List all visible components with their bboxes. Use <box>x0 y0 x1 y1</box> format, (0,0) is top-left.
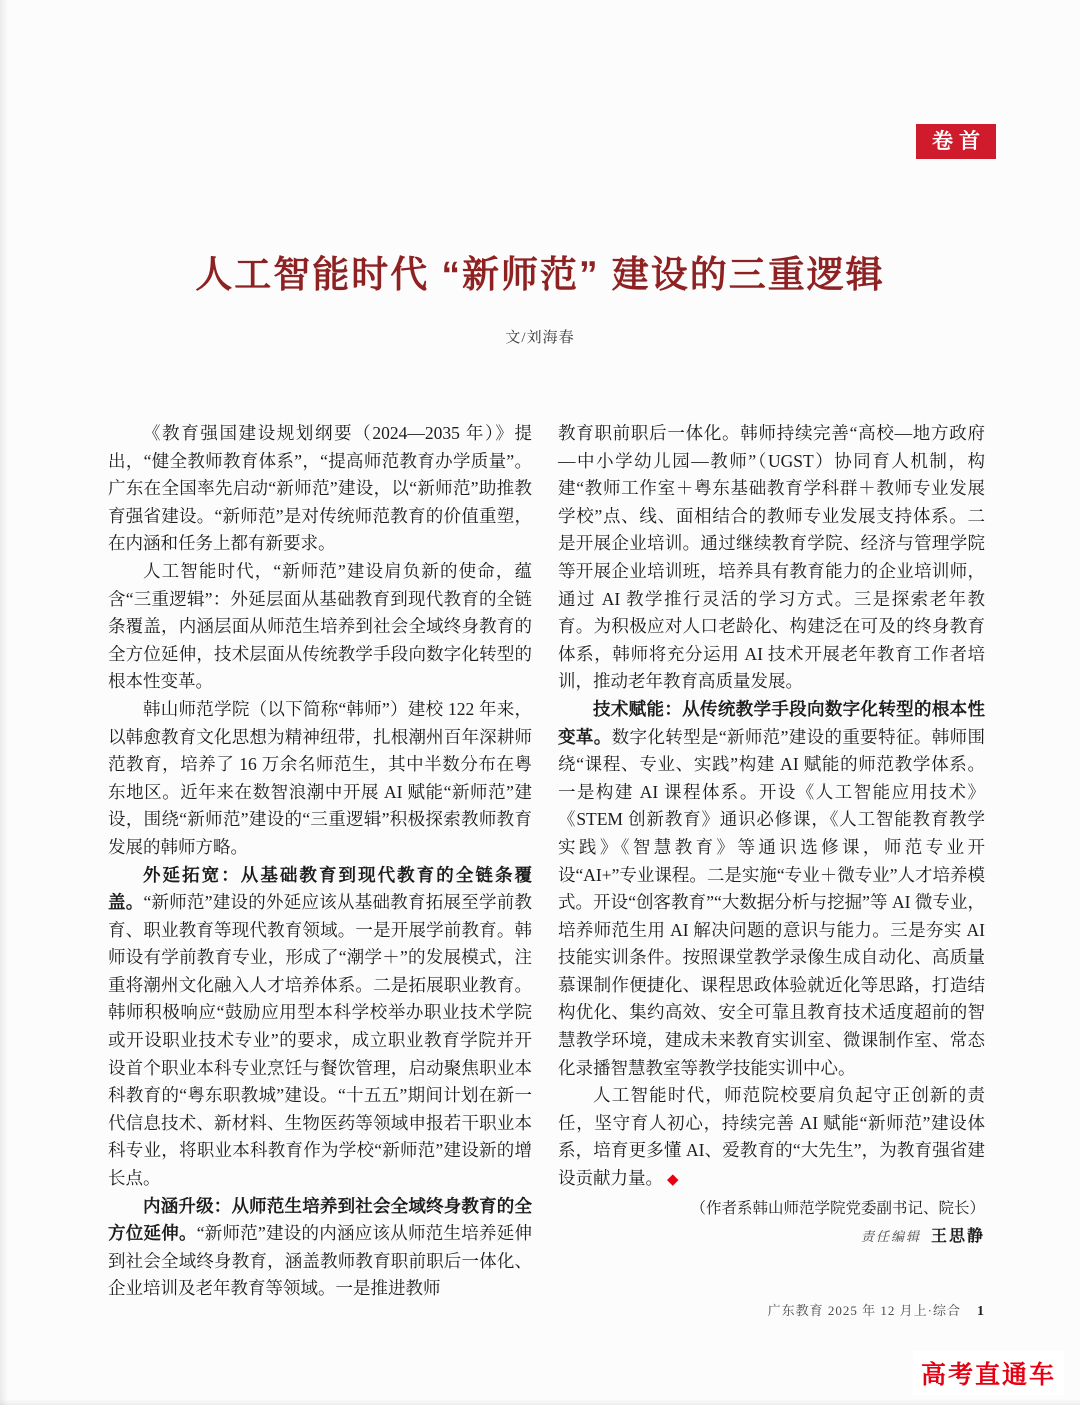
editor-name: 王思静 <box>930 1228 985 1246</box>
editor-line <box>558 1222 985 1251</box>
article-paragraph: 内涵升级：从师范生培养到社会全域终身教育的全方位延伸。“新师范”建设的内涵应该从师范生培养延伸到社会全域终身教育，涵盖教师教育职前职后一体化、企业培训及老年教育等领域。一是推进教师 <box>108 1195 532 1299</box>
article-paragraph: 韩山师范学院（以下简称“韩师”）建校 122 年来，以韩愈教育文化思想为精神纽带，扎根潮州百年深耕师范教育，培养了 16 万余名师范生，其中半数分布在粤东地区。近年来在数智浪潮中开展 AI 赋能“新师范”建设，围绕“新师范”建设的“三重逻辑”积极探索教师教育发展的韩师方略。 <box>108 698 532 857</box>
paragraph-lead: 技术赋能：从传统教学手段向数字化转型的根本性变革。 <box>558 698 985 747</box>
page-number: 1 <box>977 1304 985 1319</box>
left-column <box>108 420 532 1303</box>
author-note: （作者系韩山师范学院党委副书记、院长） <box>690 1199 985 1217</box>
page-footer <box>108 1300 985 1320</box>
article-paragraph: 人工智能时代，“新师范”建设肩负新的使命，蕴含“三重逻辑”：外延层面从基础教育到现代教育的全链条覆盖，内涵层面从师范生培养到社会全域终身教育的全方位延伸，技术层面从传统教学手段向数字化转型的根本性变革。 <box>108 560 532 692</box>
paragraph-lead: 内涵升级：从师范生培养到社会全域终身教育的全方位延伸。 <box>108 1195 532 1244</box>
article-paragraph: 人工智能时代，师范院校要肩负起守正创新的责任，坚守育人初心，持续完善 AI 赋能“新师范”建设体系，培育更多懂 AI、爱教育的“大先生”，为教育强省建设贡献力量。 ◆ <box>558 1085 985 1189</box>
right-column <box>558 420 985 1303</box>
article-paragraph: 《教育强国建设规划纲要（2024—2035 年）》提出，“健全教师教育体系”，“提高师范教育办学质量”。广东在全国率先启动“新师范”建设，以“新师范”助推教育强省建设。“新师范”是对传统师范教育的价值重塑，在内涵和任务上都有新要求。 <box>108 423 532 554</box>
byline: 文/刘海春 <box>505 330 575 346</box>
end-diamond-icon: ◆ <box>667 1172 679 1189</box>
paragraph-lead: 外延拓宽：从基础教育到现代教育的全链条覆盖。 <box>108 864 532 913</box>
article-body <box>108 420 985 1303</box>
section-badge: 卷首 <box>916 124 996 159</box>
article-paragraph: 技术赋能：从传统教学手段向数字化转型的根本性变革。数字化转型是“新师范”建设的重要特征。韩师围绕“课程、专业、实践”构建 AI 赋能的师范教学体系。一是构建 AI 课程体系。开设《人工智能应用技术》《STEM 创新教育》通识必修课，《人工智能教育教学实践》《智慧教育》等通识选修课，师范专业开设“AI+”专业课程。二是实施“专业＋微专业”人才培养模式。开设“创客教育”“大数据分析与挖掘”等 AI 微专业，培养师范生用 AI 解决问题的意识与能力。三是夯实 AI 技能实训条件。按照课堂教学录像生成自动化、高质量慕课制作便捷化、课程思政体验就近化等思路，打造结构优化、集约高效、安全可靠且教育技术适度超前的智慧教学环境，建成未来教育实训室、微课制作室、常态化录播智慧教室等教学技能实训中心。 <box>558 698 985 1078</box>
journal-info: 广东教育 2025 年 12 月上·综合 <box>767 1303 961 1318</box>
page-title: 人工智能时代 “新师范” 建设的三重逻辑 <box>195 254 885 295</box>
watermark: 高考直通车 <box>913 1351 1064 1395</box>
article-paragraph: 教育职前职后一体化。韩师持续完善“高校—地方政府—中小学幼儿园—教师”（UGST）协同育人机制，构建“教师工作室＋粤东基础教育学科群＋教师专业发展学校”点、线、面相结合的教师专业发展支持体系。二是开展企业培训。通过继续教育学院、经济与管理学院等开展企业培训班，培养具有教育能力的企业培训师，通过 AI 教学推行灵活的学习方式。三是探索老年教育。为积极应对人口老龄化、构建泛在可及的终身教育体系，韩师将充分运用 AI 技术开展老年教育工作者培训，推动老年教育高质量发展。 <box>558 423 985 692</box>
article-paragraph: 外延拓宽：从基础教育到现代教育的全链条覆盖。“新师范”建设的外延应该从基础教育拓展至学前教育、职业教育等现代教育领域。一是开展学前教育。韩师设有学前教育专业，形成了“潮学＋”的发展模式，注重将潮州文化融入人才培养体系。二是拓展职业教育。韩师积极响应“鼓励应用型本科学校举办职业技术学院或开设职业技术专业”的要求，成立职业教育学院并开设首个职业本科专业烹饪与餐饮管理，启动聚焦职业本科教育的“粤东职教城”建设。“十五五”期间计划在新一代信息技术、新材料、生物医药等领域申报若干职业本科专业，将职业本科教育作为学校“新师范”建设新的增长点。 <box>108 864 532 1189</box>
editor-label: 责任编辑 <box>860 1229 921 1245</box>
